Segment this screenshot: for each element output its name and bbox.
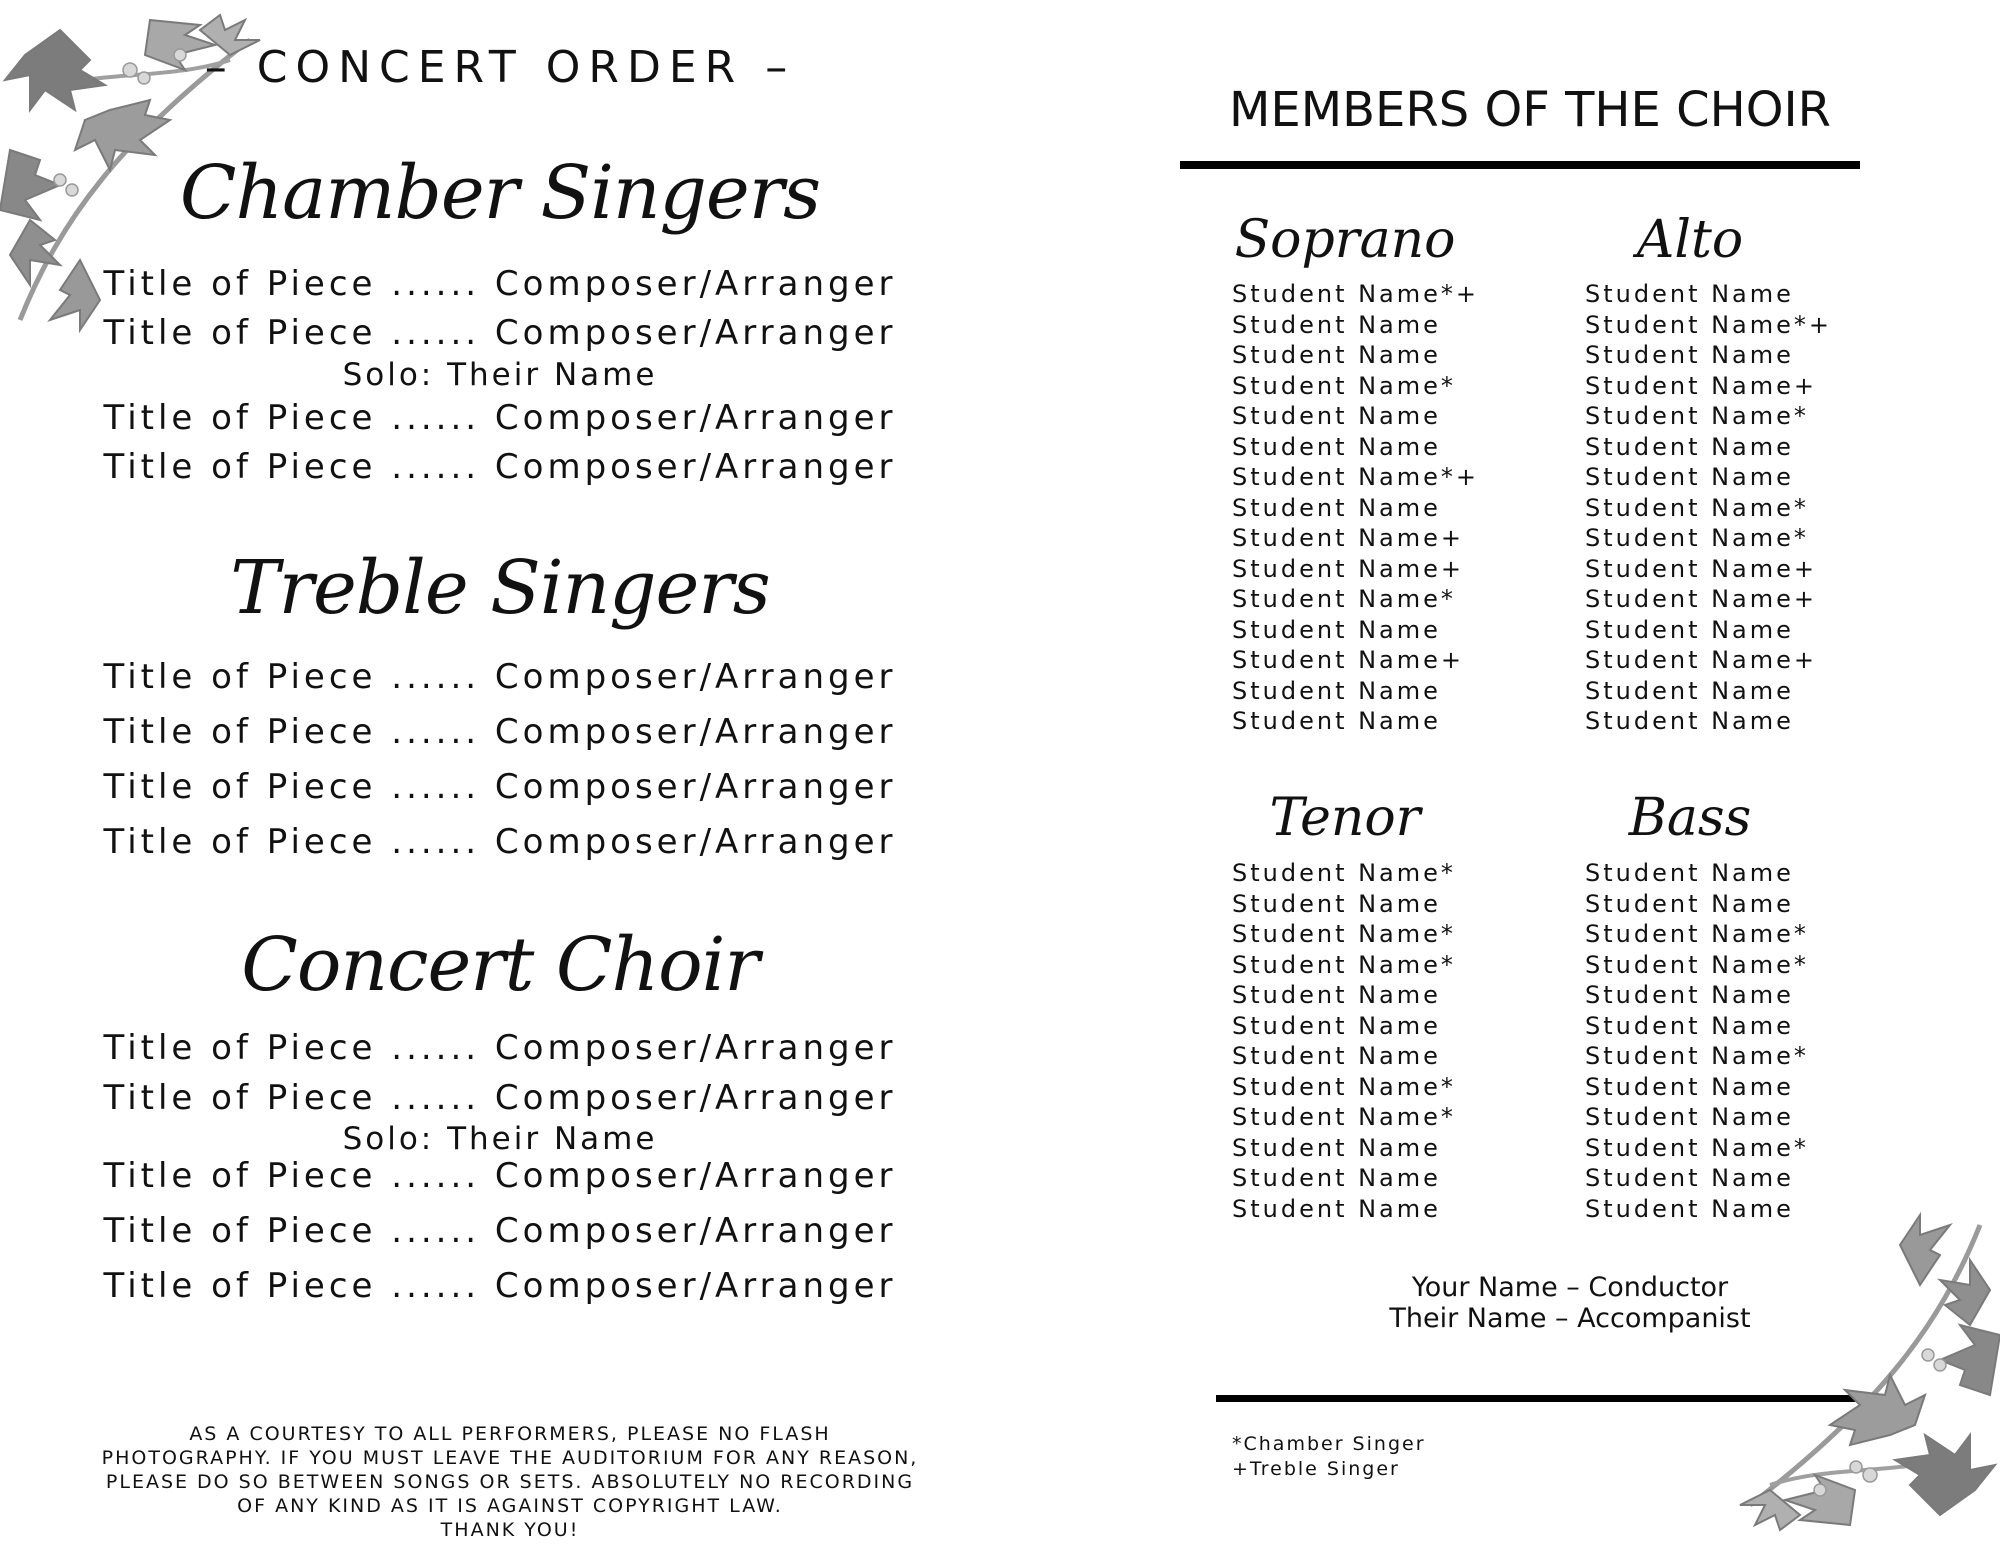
- member-name: Student Name: [1232, 981, 1441, 1009]
- member-name: Student Name*: [1585, 524, 1809, 552]
- member-name: Student Name: [1232, 341, 1441, 369]
- member-name: Student Name: [1585, 707, 1794, 735]
- notice-line: PLEASE DO SO BETWEEN SONGS OR SETS. ABSOLUTELY NO RECORDING: [105, 1471, 915, 1493]
- program-entry: Title of Piece ...... Composer/Arranger: [103, 712, 897, 752]
- legend: [1232, 1432, 1426, 1482]
- member-name: Student Name*: [1585, 493, 1809, 522]
- member-name: Student Name: [1232, 432, 1441, 461]
- group-heading-chamber-singers: Chamber Singers: [179, 150, 821, 236]
- solo-credit: Solo: Their Name: [342, 1121, 658, 1157]
- member-name: Student Name*: [1232, 859, 1456, 887]
- member-name: Student Name: [1232, 676, 1441, 705]
- member-name: Student Name+: [1585, 646, 1818, 674]
- member-name: Student Name*: [1232, 920, 1456, 948]
- member-name: Student Name: [1585, 676, 1794, 705]
- member-name: Student Name: [1232, 1042, 1441, 1070]
- program-entry: Title of Piece ...... Composer/Arranger: [103, 1156, 897, 1196]
- member-name: Student Name: [1585, 1072, 1794, 1101]
- group-heading-concert-choir: Concert Choir: [241, 922, 759, 1008]
- member-name: Student Name: [1585, 1164, 1794, 1192]
- member-name: Student Name: [1232, 1011, 1441, 1040]
- program-entry: Title of Piece ...... Composer/Arranger: [103, 398, 897, 438]
- member-name: Student Name+: [1585, 585, 1818, 613]
- member-name: Student Name*: [1232, 1103, 1456, 1131]
- member-name: Student Name+: [1585, 371, 1818, 400]
- notice-line: PHOTOGRAPHY. IF YOU MUST LEAVE THE AUDITORIUM FOR ANY REASON,: [101, 1447, 919, 1469]
- holly-corner-decoration-bottom-right: [1660, 1205, 2000, 1545]
- program-entry: Title of Piece ...... Composer/Arranger: [103, 1078, 897, 1118]
- notice-line: THANK YOU!: [440, 1519, 580, 1541]
- soprano-list: [1232, 279, 1479, 737]
- members-title: MEMBERS OF THE CHOIR: [1228, 82, 1832, 138]
- legend-treble: +Treble Singer: [1232, 1458, 1400, 1480]
- section-heading-soprano: Soprano: [1234, 210, 1456, 270]
- member-name: Student Name: [1585, 981, 1794, 1009]
- bass-list: [1585, 858, 1809, 1224]
- member-name: Student Name: [1232, 402, 1441, 430]
- audience-notice: [80, 1422, 940, 1542]
- member-name: Student Name*: [1585, 920, 1809, 948]
- member-name: Student Name: [1232, 1194, 1441, 1223]
- member-name: Student Name*: [1232, 585, 1456, 613]
- member-name: Student Name: [1585, 463, 1794, 491]
- member-name: Student Name: [1585, 859, 1794, 887]
- member-name: Student Name: [1585, 280, 1794, 308]
- member-name: Student Name: [1232, 1164, 1441, 1192]
- member-name: Student Name*: [1585, 950, 1809, 979]
- member-name: Student Name: [1585, 1011, 1794, 1040]
- member-name: Student Name+: [1232, 554, 1465, 583]
- member-name: Student Name+: [1232, 524, 1465, 552]
- member-name: Student Name*: [1232, 371, 1456, 400]
- member-name: Student Name: [1585, 615, 1794, 644]
- program-entry: Title of Piece ...... Composer/Arranger: [103, 822, 897, 862]
- member-name: Student Name+: [1232, 646, 1465, 674]
- member-name: Student Name*+: [1232, 280, 1480, 308]
- member-name: Student Name*+: [1585, 310, 1833, 339]
- member-name: Student Name: [1585, 1194, 1794, 1223]
- program-entry: Title of Piece ...... Composer/Arranger: [103, 264, 897, 304]
- concert-order-title: – CONCERT ORDER –: [204, 42, 796, 93]
- conductor-credit: Your Name – Conductor: [1411, 1272, 1729, 1303]
- program-entry: Title of Piece ...... Composer/Arranger: [103, 1266, 897, 1306]
- member-name: Student Name: [1585, 889, 1794, 918]
- member-name: Student Name*+: [1232, 463, 1480, 491]
- member-name: Student Name+: [1585, 554, 1818, 583]
- member-name: Student Name: [1585, 1103, 1794, 1131]
- member-name: Student Name: [1232, 1133, 1441, 1162]
- member-name: Student Name: [1585, 432, 1794, 461]
- member-name: Student Name*: [1585, 1042, 1809, 1070]
- notice-line: OF ANY KIND AS IT IS AGAINST COPYRIGHT LAW.: [237, 1495, 783, 1517]
- alto-list: [1585, 279, 1832, 737]
- tenor-list: [1232, 858, 1456, 1224]
- accompanist-credit: Their Name – Accompanist: [1389, 1303, 1751, 1334]
- member-name: Student Name*: [1232, 950, 1456, 979]
- program-entry: Title of Piece ...... Composer/Arranger: [103, 1028, 897, 1068]
- notice-line: AS A COURTESY TO ALL PERFORMERS, PLEASE NO FLASH: [189, 1423, 831, 1445]
- program-entry: Title of Piece ...... Composer/Arranger: [103, 657, 897, 697]
- program-entry: Title of Piece ...... Composer/Arranger: [103, 1211, 897, 1251]
- member-name: Student Name*: [1232, 1072, 1456, 1101]
- member-name: Student Name*: [1585, 1133, 1809, 1162]
- section-heading-alto: Alto: [1636, 210, 1744, 270]
- member-name: Student Name: [1232, 310, 1441, 339]
- legend-chamber: *Chamber Singer: [1232, 1433, 1426, 1455]
- divider-rule: [1180, 161, 1860, 169]
- group-heading-treble-singers: Treble Singers: [230, 545, 770, 631]
- member-name: Student Name: [1232, 493, 1441, 522]
- member-name: Student Name*: [1585, 402, 1809, 430]
- program-entry: Title of Piece ...... Composer/Arranger: [103, 447, 897, 487]
- member-name: Student Name: [1232, 707, 1441, 735]
- member-name: Student Name: [1585, 341, 1794, 369]
- solo-credit: Solo: Their Name: [342, 357, 658, 393]
- section-heading-bass: Bass: [1628, 788, 1752, 848]
- program-entry: Title of Piece ...... Composer/Arranger: [103, 767, 897, 807]
- members-page: [1000, 0, 2000, 1545]
- program-entry: Title of Piece ...... Composer/Arranger: [103, 313, 897, 353]
- member-name: Student Name: [1232, 615, 1441, 644]
- section-heading-tenor: Tenor: [1269, 788, 1421, 848]
- member-name: Student Name: [1232, 889, 1441, 918]
